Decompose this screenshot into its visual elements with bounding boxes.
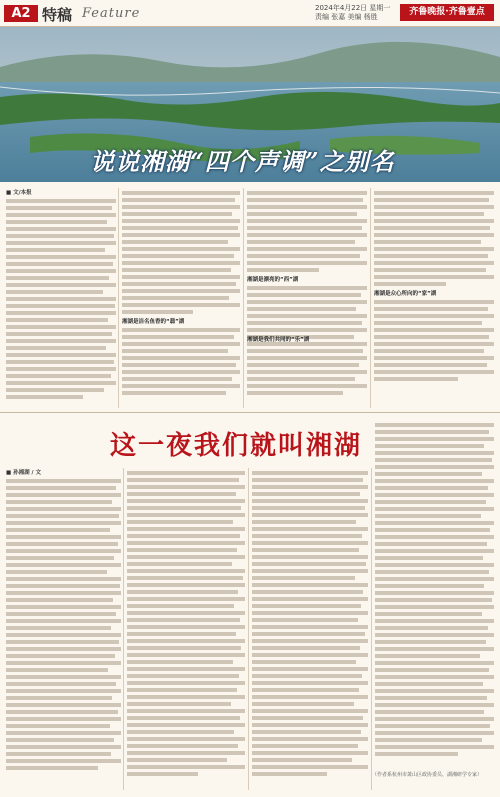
column-rule [243, 188, 244, 408]
article1-text-lines [122, 328, 240, 395]
article1-text-lines [374, 191, 494, 286]
issue-meta [315, 4, 390, 22]
page-badge: A2 [4, 5, 38, 22]
article1-column-3 [247, 188, 367, 408]
article1-subhead: 湘湖是洁名鱼香的“翡”湖 [122, 319, 185, 325]
column-rule [371, 468, 372, 790]
article1-subhead: 湘湖是漂亮的“西”湖 [247, 277, 299, 283]
headline-lake-names: 说说湘湖“四个声调”之别名 [90, 147, 395, 176]
column-rule [123, 468, 124, 790]
article2-text-lines [252, 471, 368, 776]
article2-column-1 [6, 468, 121, 790]
column-rule [118, 188, 119, 408]
section-subtitle: Feature [82, 6, 141, 21]
article1-column-4 [374, 188, 494, 408]
article2-text-lines [375, 423, 494, 756]
article1-column-2 [122, 188, 240, 408]
article1-text-lines [122, 191, 240, 314]
column-rule [248, 468, 249, 790]
article2-column-4 [375, 420, 494, 770]
article1-text-lines [247, 191, 367, 272]
page-header [0, 0, 500, 27]
article2-text-lines [127, 471, 245, 776]
article2-column-3 [252, 468, 368, 790]
article1-subhead: 湘湖是众心所向的“家”湖 [374, 291, 437, 297]
story-divider [0, 412, 500, 413]
article1-text-lines [6, 199, 116, 399]
issue-date: 2024年4月22日 星期一 [315, 4, 391, 12]
brand-logo: 齐鲁晚报·齐鲁壹点 [400, 4, 494, 21]
article2-text-lines [6, 479, 121, 770]
column-rule [370, 188, 371, 408]
section-title: 特稿 [42, 6, 73, 24]
article1-byline: ■ 文/本报 [6, 190, 32, 196]
article2-column-2 [127, 468, 245, 790]
issue-editor: 责编 张嘉 美编 杨胜 [315, 13, 378, 21]
headline-xianghu-night: 这一夜我们就叫湘湖 [110, 431, 363, 461]
article2-byline: ■ 孙湘湖 / 文 [6, 470, 41, 476]
article1-subhead-box [247, 332, 367, 344]
article1-column-1 [6, 188, 116, 408]
author-note: （作者系杭州市萧山区政协委员、湖湘研学专家） [372, 772, 483, 778]
article1-text-lines [374, 300, 494, 381]
article1-subhead: 湘湖是我们共同的“乐”湖 [247, 337, 310, 343]
